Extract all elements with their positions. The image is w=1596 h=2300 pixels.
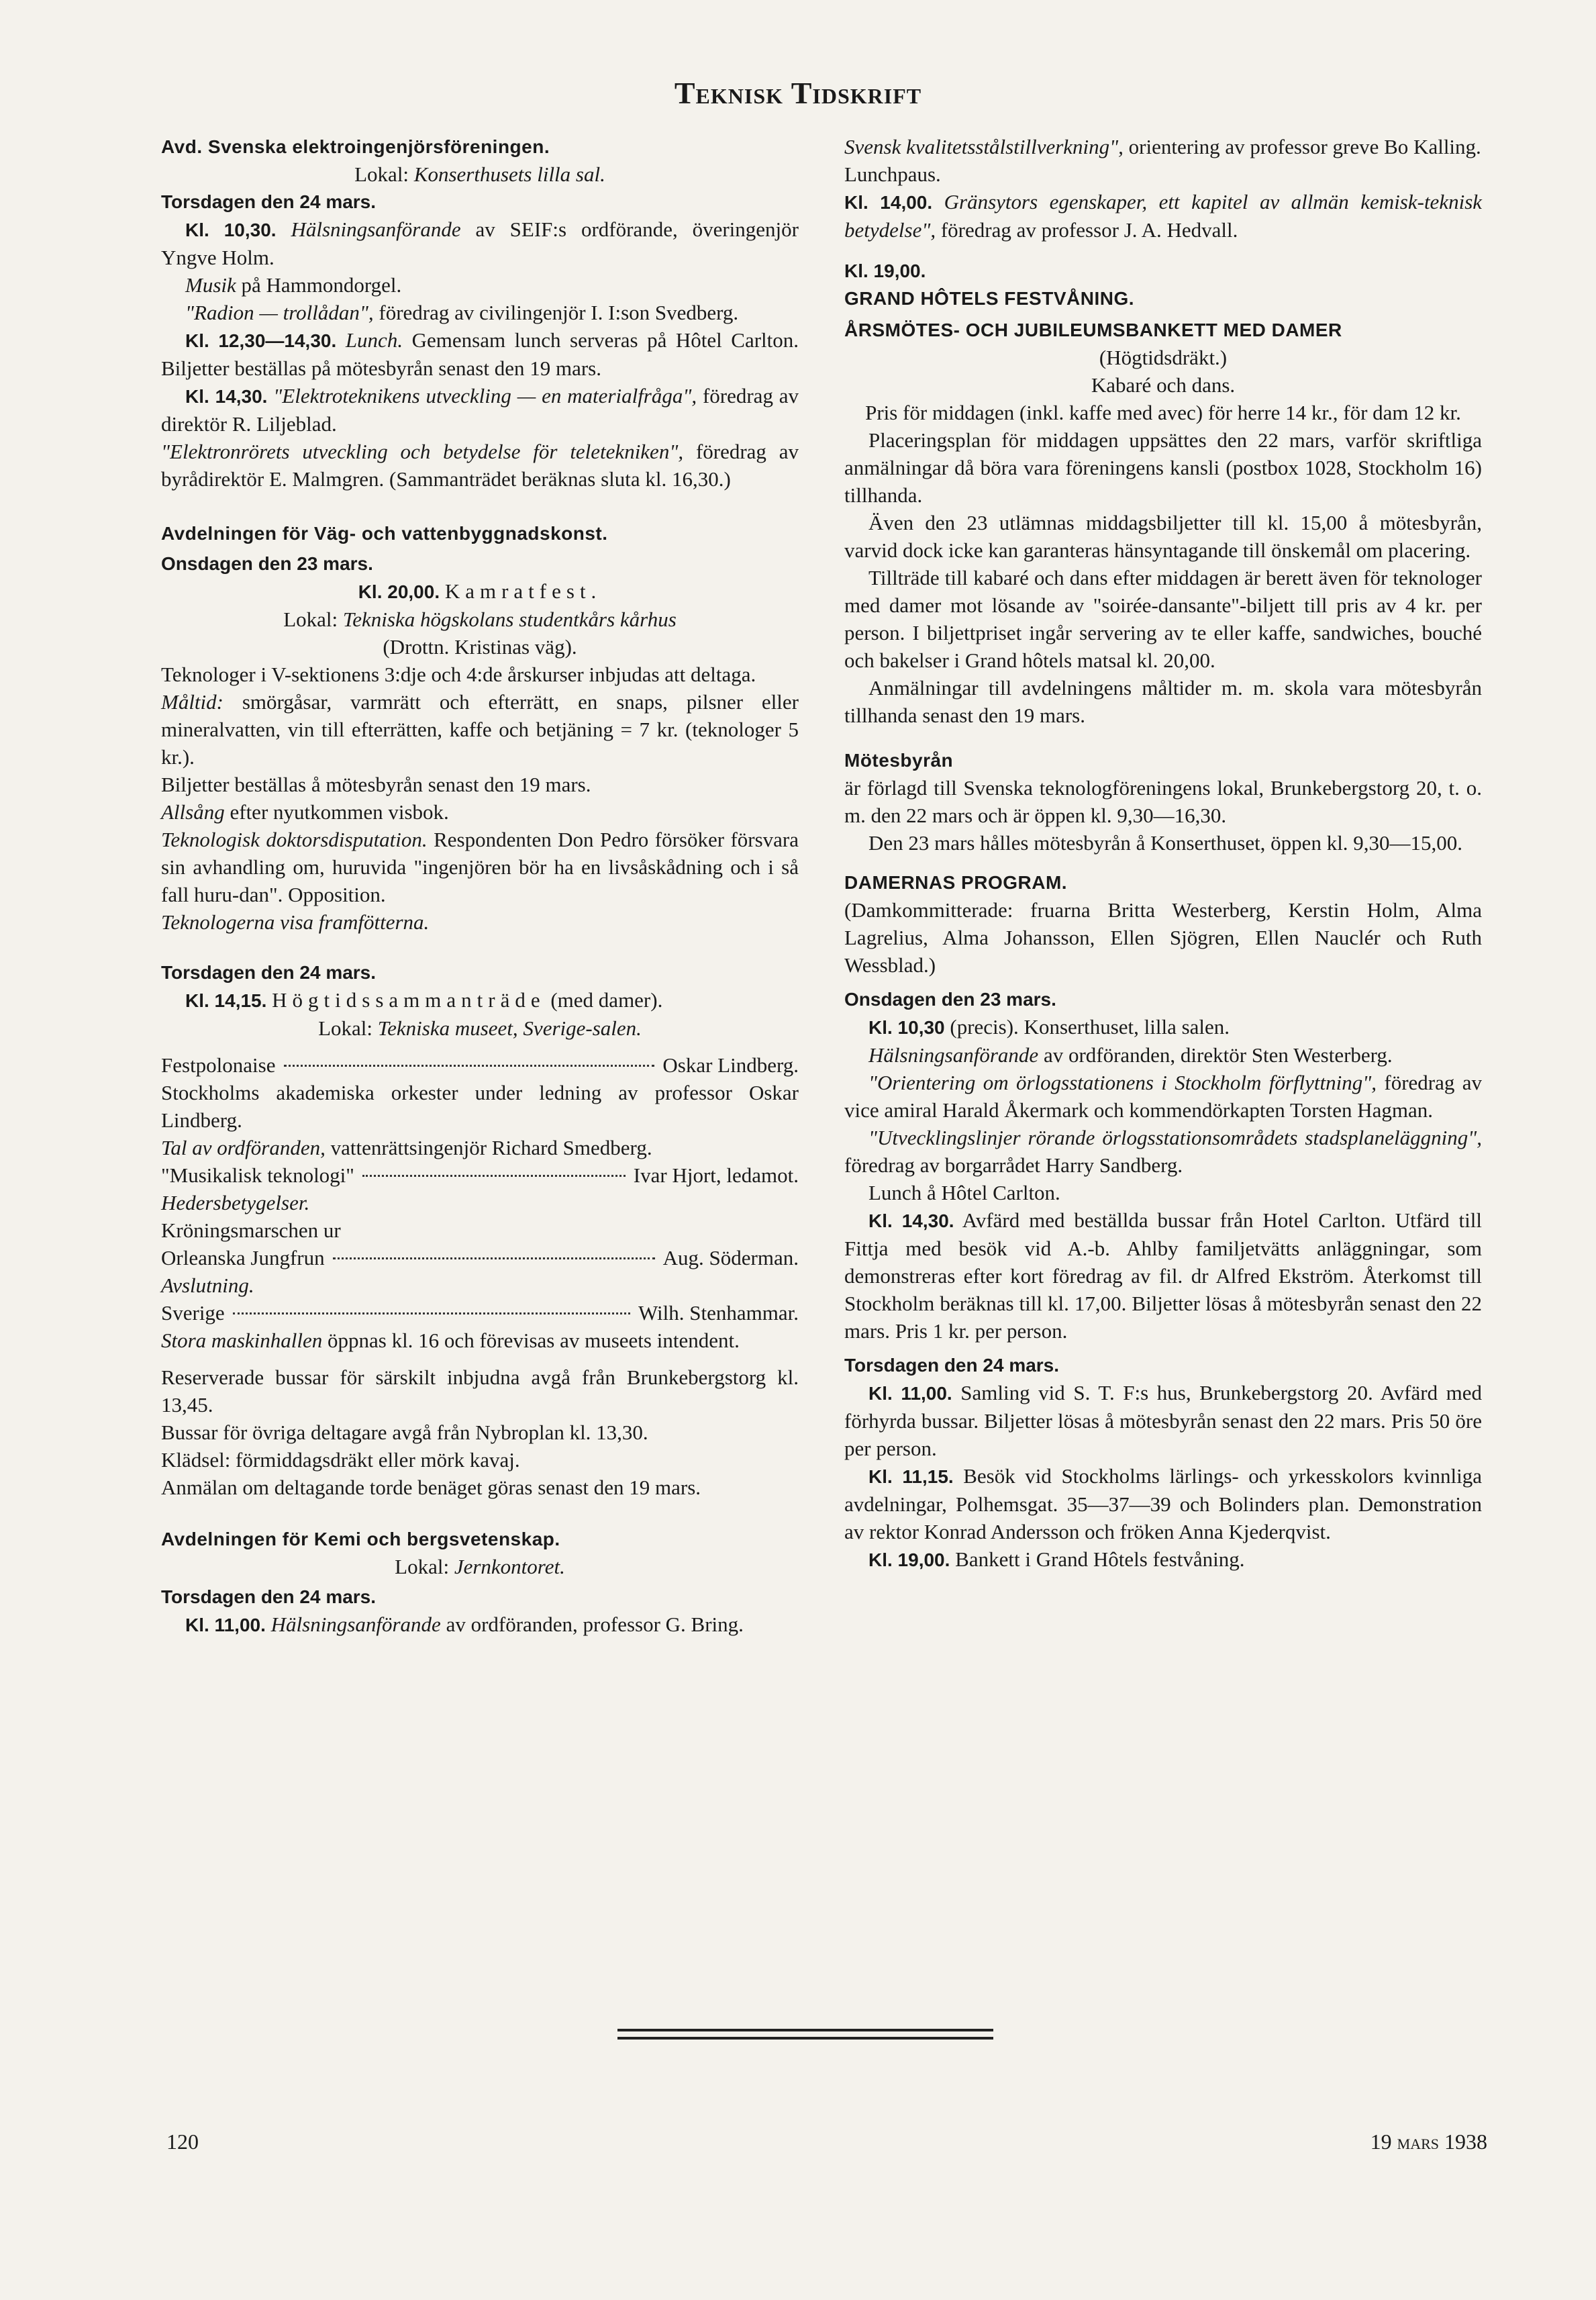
date-heading: Onsdagen den 23 mars. xyxy=(844,989,1056,1010)
program-item: Kl. 14,00. Gränsytors egenskaper, ett kapitel av allmän kemisk-teknisk betydelse", föredrag av professor J. A. Hedvall. xyxy=(844,190,1483,242)
program-line: Tal av ordföranden, vattenrättsingenjör Richard Smedberg. xyxy=(161,1136,652,1159)
paragraph: (Damkommitterade: fruarna Britta Westerberg, Kerstin Holm, Alma Lagrelius, Alma Johansson, Ellen Sjögren, Ellen Nauclér och Ruth Wessblad.) xyxy=(844,898,1482,977)
program-item: "Elektronrörets utveckling och betydelse för teletekniken", föredrag av byrådirektör E. Malmgren. (Sammanträdet beräknas sluta kl. 16,30.) xyxy=(161,440,799,491)
page-number: 120 xyxy=(166,2129,199,2154)
journal-masthead: Teknisk Tidskrift xyxy=(674,76,922,110)
program-item: Lunch å Hôtel Carlton. xyxy=(868,1181,1060,1204)
program-item: Kl. 11,15. Besök vid Stockholms lärlings- och yrkesskolors kvinnliga avdelningar, Polhemsgat. 35—37—39 och Bolinders plan. Demonstration av rektor Konrad Andersson och fröken Anna Kjederqvist. xyxy=(844,1464,1482,1543)
program-line: Orleanska Jungfrun Aug. Söderman. xyxy=(161,1246,799,1269)
program-item: "Orientering om örlogsstationens i Stockholm förflyttning", föredrag av vice amiral Harald Åkermark och kommendörkapten Torsten Hagman. xyxy=(844,1071,1482,1122)
paragraph: Allsång efter nyutkommen visbok. xyxy=(161,800,449,824)
price-line: Pris för middagen (inkl. kaffe med avec) för herre 14 kr., för dam 12 kr. xyxy=(865,401,1461,424)
program-line: Kröningsmarschen ur xyxy=(161,1218,341,1242)
paragraph: Reserverade bussar för särskilt inbjudna avgå från Brunkebergstorg kl. 13,45. xyxy=(161,1365,799,1417)
paragraph: Biljetter beställas å mötesbyrån senast den 19 mars. xyxy=(161,773,591,796)
paragraph: Klädsel: förmiddagsdräkt eller mörk kavaj. xyxy=(161,1448,520,1472)
time-heading: Kl. 19,00. xyxy=(844,260,926,281)
lokal-line: Lokal: Jernkontoret. xyxy=(395,1555,565,1578)
event-title: Kl. 20,00. Kamratfest. xyxy=(358,579,602,603)
program-item: Kl. 10,30. Hälsningsanförande av SEIF:s ordförande, överingenjör Yngve Holm. xyxy=(161,218,799,269)
paragraph: Även den 23 utlämnas middagsbiljetter till kl. 15,00 å mötesbyrån, varvid dock icke kan garanteras hänsyntagande till önskemål om placering. xyxy=(844,511,1482,562)
paragraph: Anmälningar till avdelningens måltider m. m. skola vara mötesbyrån tillhanda senast den 19 mars. xyxy=(844,676,1482,727)
event-title: Kl. 14,15. Högtidssammanträde (med damer). xyxy=(185,988,663,1012)
event-subtitle: Kabaré och dans. xyxy=(1091,373,1236,397)
program-item: "Utvecklingslinjer rörande örlogsstationsområdets stadsplaneläggning", föredrag av borgarrådet Harry Sandberg. xyxy=(844,1126,1482,1177)
lokal-line: Lokal: Konserthusets lilla sal. xyxy=(354,162,605,186)
program-item: "Radion — trollådan", föredrag av civilingenjör I. I:son Svedberg. xyxy=(185,301,739,324)
program-item: Kl. 14,30. Avfärd med beställda bussar från Hotel Carlton. Utfärd till Fittja med besök vid A.-b. Ahlby familjetvätts anläggningar, som demonstreras efter kort föredrag av fil. dr Alfred Ekström. Återkomst till Stockholm beräknas till kl. 17,00. Biljetter lösas å mötesbyrån senast den 22 mars. Pris 1 kr. per person. xyxy=(844,1208,1483,1343)
section-heading-elektro: Avd. Svenska elektroingenjörsföreningen. xyxy=(161,136,550,157)
program-item: Lunchpaus. xyxy=(844,162,941,186)
paragraph: Teknologerna visa framfötterna. xyxy=(161,910,430,934)
paragraph: Teknologer i V-sektionens 3:dje och 4:de årskurser inbjudas att deltaga. xyxy=(161,663,756,686)
program-line: Sverige Wilh. Stenhammar. xyxy=(161,1301,799,1325)
footer-rule-top xyxy=(617,2029,993,2031)
paragraph: Bussar för övriga deltagare avgå från Nybroplan kl. 13,30. xyxy=(161,1421,648,1444)
lokal-line: Lokal: Tekniska museet, Sverige-salen. xyxy=(318,1016,642,1040)
program-line: Avslutning. xyxy=(161,1274,254,1297)
program-item: Hälsningsanförande av ordföranden, direktör Sten Westerberg. xyxy=(868,1043,1393,1067)
program-item: Kl. 11,00. Hälsningsanförande av ordföranden, professor G. Bring. xyxy=(185,1613,744,1636)
program-item: Kl. 11,00. Samling vid S. T. F:s hus, Brunkebergstorg 20. Avfärd med förhyrda bussar. Biljetter lösas å mötesbyrån senast den 22 mars. Pris 50 öre per person. xyxy=(844,1381,1483,1460)
program-item: Kl. 12,30—14,30. Lunch. Gemensam lunch serveras på Hôtel Carlton. Biljetter beställas på mötesbyrån senast den 19 mars. xyxy=(161,328,799,380)
paragraph: Teknologisk doktorsdisputation. Respondenten Don Pedro försöker försvara sin avhandling om, huruvida "ingenjören bör ha en livsåskådning och i så fall huru-dan". Opposition. xyxy=(161,828,799,906)
right-column xyxy=(844,133,1482,1574)
program-item: Musik på Hammondorgel. xyxy=(185,273,402,297)
paragraph: Placeringsplan för middagen uppsättes den 22 mars, varför skriftliga anmälningar då böra vara föreningens kansli (postbox 1028, Stockholm 16) tillhanda. xyxy=(844,428,1482,507)
issue-date: 19 mars 1938 xyxy=(1370,2129,1487,2154)
lokal-address: (Drottn. Kristinas väg). xyxy=(383,635,577,659)
program-line: Festpolonaise Oskar Lindberg. xyxy=(161,1053,799,1077)
program-item: Kl. 19,00. Bankett i Grand Hôtels festvåning. xyxy=(868,1547,1245,1571)
left-column xyxy=(161,133,799,1639)
date-heading: Torsdagen den 24 mars. xyxy=(161,1586,377,1607)
date-heading: Torsdagen den 24 mars. xyxy=(844,1355,1060,1376)
date-heading: Torsdagen den 24 mars. xyxy=(161,191,377,212)
section-heading-motesbyran: Mötesbyrån xyxy=(844,750,954,771)
section-heading-kemi: Avdelningen för Kemi och bergsvetenskap. xyxy=(161,1529,560,1549)
section-heading-damernas-program: DAMERNAS PROGRAM. xyxy=(844,872,1068,893)
date-heading: Torsdagen den 24 mars. xyxy=(161,962,377,983)
date-heading: Onsdagen den 23 mars. xyxy=(161,553,373,574)
program-item: Svensk kvalitetsstålstillverkning", orientering av professor greve Bo Kalling. xyxy=(844,135,1481,158)
lokal-line: Lokal: Tekniska högskolans studentkårs kårhus xyxy=(283,608,677,631)
program-line: Stora maskinhallen öppnas kl. 16 och förevisas av museets intendent. xyxy=(161,1329,740,1352)
paragraph: Måltid: smörgåsar, varmrätt och efterrätt, en snaps, pilsner eller mineralvatten, vin till efterrätten, kaffe och betjäning = 7 kr. (teknologer 5 kr.). xyxy=(161,690,799,769)
section-heading-vag: Avdelningen för Väg- och vattenbyggnadskonst. xyxy=(161,523,608,544)
program-line: Hedersbetygelser. xyxy=(161,1191,310,1214)
paragraph: Den 23 mars hålles mötesbyrån å Konserthuset, öppen kl. 9,30—15,00. xyxy=(868,831,1463,855)
dress-code: (Högtidsdräkt.) xyxy=(1099,346,1228,369)
section-heading-arsmote: ÅRSMÖTES- OCH JUBILEUMSBANKETT MED DAMER xyxy=(844,320,1342,340)
program-line: Stockholms akademiska orkester under ledning av professor Oskar Lindberg. xyxy=(161,1081,799,1132)
paragraph: Tillträde till kabaré och dans efter middagen är berett även för teknologer med damer mot lösande av "soirée-dansante"-biljett till pris av 4 kr. per person. I biljettpriset ingår servering av te eller kaffe, sandwiches, bouché och bakelser i Grand hôtels matsal kl. 20,00. xyxy=(844,566,1482,672)
paragraph: är förlagd till Svenska teknologföreningens lokal, Brunkebergstorg 20, t. o. m. den 22 mars och är öppen kl. 9,30—16,30. xyxy=(844,776,1482,827)
footer-rule-bottom xyxy=(617,2037,993,2040)
program-line: "Musikalisk teknologi" Ivar Hjort, ledamot. xyxy=(161,1163,799,1187)
paragraph: Anmälan om deltagande torde benäget göras senast den 19 mars. xyxy=(161,1476,701,1499)
section-heading-grand-hotel: GRAND HÔTELS FESTVÅNING. xyxy=(844,288,1135,309)
program-item: Kl. 14,30. "Elektroteknikens utveckling — en materialfråga", föredrag av direktör R. Liljeblad. xyxy=(161,384,799,436)
program-item: Kl. 10,30 (precis). Konserthuset, lilla salen. xyxy=(868,1015,1230,1039)
